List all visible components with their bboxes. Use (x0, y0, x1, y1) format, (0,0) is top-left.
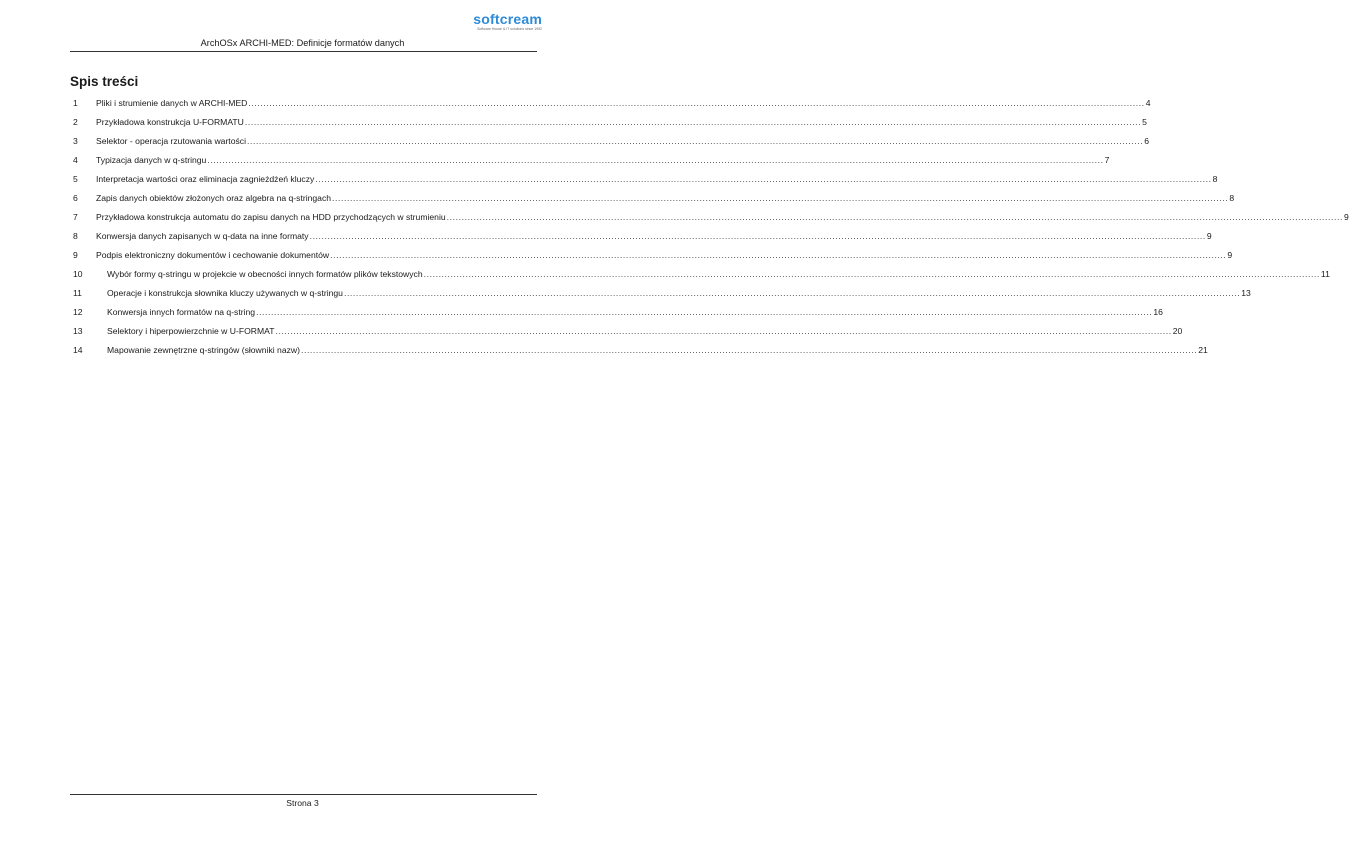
toc-dot-leader: ............................................................................................................................................................................................................................................................................................................ (446, 212, 1343, 222)
toc-dot-leader: ............................................................................................................................................................................................................................................................................................................ (256, 307, 1153, 317)
toc-entry-number: 1 (73, 98, 78, 108)
toc-entry[interactable] (70, 322, 1183, 341)
toc-entry-page: 9 (1343, 212, 1349, 222)
toc-entry-page: 11 (1320, 269, 1330, 279)
logo-wordmark: softcream (473, 11, 542, 27)
toc-entry-page: 7 (1104, 155, 1110, 165)
footer-divider (70, 794, 537, 795)
page-number: Strona 3 (286, 798, 319, 808)
toc-entry-number: 4 (73, 155, 78, 165)
toc-entry[interactable] (70, 113, 1147, 132)
toc-entry-number: 14 (73, 345, 83, 355)
toc-dot-leader: ............................................................................................................................................................................................................................................................................................................ (330, 250, 1227, 260)
toc-entry[interactable] (70, 303, 1163, 322)
toc-entry-number: 6 (73, 193, 78, 203)
toc-entry-number: 3 (73, 136, 78, 146)
toc-entry-title: Podpis elektroniczny dokumentów i cechowanie dokumentów (96, 250, 330, 260)
toc-entry[interactable] (70, 265, 1330, 284)
toc-entry[interactable] (70, 170, 1218, 189)
running-header: ArchOSx ARCHI-MED: Definicje formatów danych (200, 38, 405, 48)
toc-entry[interactable] (70, 94, 1151, 113)
toc-entry-title: Typizacja danych w q-stringu (96, 155, 207, 165)
toc-dot-leader: ............................................................................................................................................................................................................................................................................................................ (332, 193, 1229, 203)
toc-entry[interactable] (70, 208, 1349, 227)
toc-entry[interactable] (70, 189, 1235, 208)
toc-entry-title: Wybór formy q-stringu w projekcie w obecności innych formatów plików tekstowych (107, 269, 423, 279)
toc-entry-number: 10 (73, 269, 83, 279)
toc-entry-number: 7 (73, 212, 78, 222)
toc-entry[interactable] (70, 284, 1251, 303)
toc-entry-title: Konwersja innych formatów na q-string (107, 307, 256, 317)
toc-entry-title: Operacje i konstrukcja słownika kluczy używanych w q-stringu (107, 288, 343, 298)
toc-dot-leader: ............................................................................................................................................................................................................................................................................................................ (244, 117, 1142, 127)
toc-entry-number: 11 (73, 288, 82, 298)
toc-entry-title: Mapowanie zewnętrzne q-stringów (słowniki nazw) (107, 345, 300, 355)
toc-dot-leader: ............................................................................................................................................................................................................................................................................................................ (315, 174, 1212, 184)
toc-entry-page: 9 (1227, 250, 1233, 260)
toc-entry-number: 8 (73, 231, 78, 241)
toc-dot-leader: ............................................................................................................................................................................................................................................................................................................ (248, 98, 1145, 108)
toc-entry-number: 13 (73, 326, 83, 336)
toc-entry-number: 12 (73, 307, 83, 317)
toc-entry-title: Selektory i hiperpowierzchnie w U-FORMAT (107, 326, 275, 336)
toc-entry-page: 9 (1206, 231, 1212, 241)
toc-dot-leader: ............................................................................................................................................................................................................................................................................................................ (207, 155, 1104, 165)
toc-entry-page: 20 (1172, 326, 1183, 336)
toc-entry-page: 16 (1153, 307, 1163, 317)
toc-entry-page: 6 (1144, 136, 1150, 146)
toc-dot-leader: ............................................................................................................................................................................................................................................................................................................ (423, 269, 1320, 279)
toc-entry-page: 8 (1212, 174, 1218, 184)
table-of-contents (70, 94, 1349, 360)
toc-entry-number: 5 (73, 174, 78, 184)
toc-entry[interactable] (70, 341, 1208, 360)
company-logo (458, 12, 542, 34)
toc-entry-page: 8 (1229, 193, 1235, 203)
toc-entry-title: Konwersja danych zapisanych w q-data na inne formaty (96, 231, 309, 241)
toc-entry-title: Zapis danych obiektów złożonych oraz algebra na q-stringach (96, 193, 332, 203)
toc-dot-leader: ............................................................................................................................................................................................................................................................................................................ (275, 326, 1172, 336)
toc-entry-title: Przykładowa konstrukcja U-FORMATU (96, 117, 244, 127)
toc-entry[interactable] (70, 132, 1150, 151)
logo-tagline: Software House & IT solutions since 1992 (477, 27, 542, 31)
toc-dot-leader: ............................................................................................................................................................................................................................................................................................................ (246, 136, 1144, 146)
toc-entry-page: 13 (1241, 288, 1251, 298)
toc-entry[interactable] (70, 227, 1212, 246)
toc-entry-number: 9 (73, 250, 78, 260)
toc-entry-title: Pliki i strumienie danych w ARCHI-MED (96, 98, 248, 108)
toc-entry-number: 2 (73, 117, 78, 127)
toc-entry-title: Selektor - operacja rzutowania wartości (96, 136, 246, 146)
toc-heading: Spis treści (70, 74, 139, 89)
toc-entry-page: 5 (1142, 117, 1147, 127)
toc-entry[interactable] (70, 246, 1233, 265)
toc-dot-leader: ............................................................................................................................................................................................................................................................................................................ (300, 345, 1198, 355)
toc-dot-leader: ............................................................................................................................................................................................................................................................................................................ (343, 288, 1241, 298)
toc-entry-title: Interpretacja wartości oraz eliminacja zagnieżdżeń kluczy (96, 174, 315, 184)
toc-entry-page: 21 (1198, 345, 1208, 355)
header-divider (70, 51, 537, 52)
toc-entry[interactable] (70, 151, 1110, 170)
toc-dot-leader: ............................................................................................................................................................................................................................................................................................................ (309, 231, 1206, 241)
toc-entry-title: Przykładowa konstrukcja automatu do zapisu danych na HDD przychodzących w strumieniu (96, 212, 446, 222)
toc-entry-page: 4 (1145, 98, 1151, 108)
